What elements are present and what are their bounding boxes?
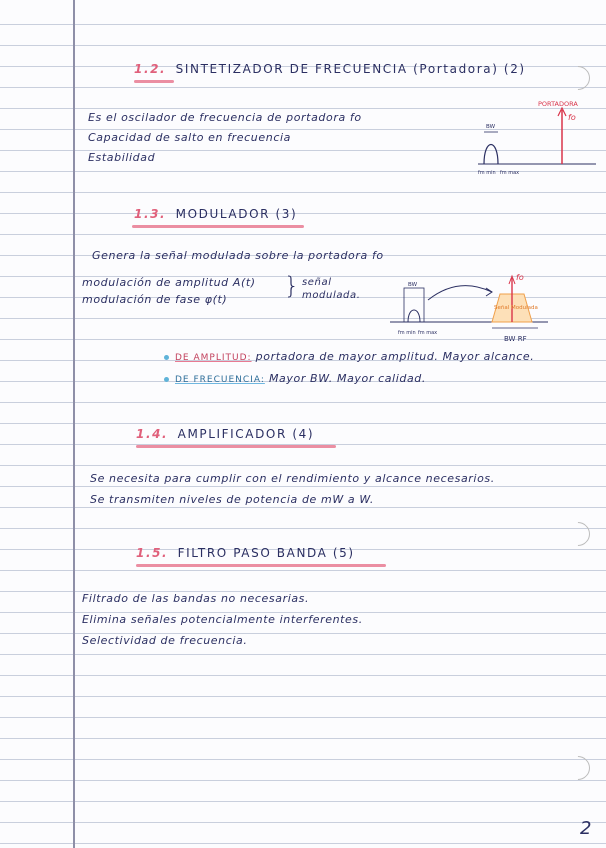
carrier-spectrum-diagram (470, 96, 600, 178)
section-title: SINTETIZADOR DE FRECUENCIA (Portadora) (2) (175, 62, 526, 76)
fo-label: fo (516, 273, 524, 282)
section-number: 1.2. (134, 62, 167, 76)
section-number: 1.5. (136, 546, 169, 560)
binder-hole (561, 751, 595, 785)
section-heading-1-3 (134, 207, 297, 221)
carrier-label: PORTADORA (538, 100, 578, 108)
heading-underline (132, 225, 304, 228)
heading-underline (136, 564, 386, 567)
text-line: Filtrado de las bandas no necesarias. (82, 592, 310, 605)
section-title: FILTRO PASO BANDA (5) (177, 546, 355, 560)
text-line: Elimina señales potencialmente interferentes. (82, 613, 363, 626)
section-number: 1.4. (136, 427, 169, 441)
brace-label: señal modulada. (302, 277, 361, 301)
fmin-label: fm min (478, 170, 496, 176)
bullet-icon (164, 377, 169, 382)
curly-brace: } (284, 272, 300, 300)
text-line: Selectividad de frecuencia. (82, 634, 248, 647)
fmax-label: fm max (418, 330, 438, 336)
text-line: Es el oscilador de frecuencia de portadora fo (88, 111, 362, 124)
page-number: 2 (580, 818, 592, 839)
modulated-signal-label: Señal Modulada (494, 305, 538, 311)
section-title: AMPLIFICADOR (4) (177, 427, 315, 441)
fo-label: fo (568, 113, 576, 122)
binder-hole (561, 517, 595, 551)
text-line: Capacidad de salto en frecuencia (88, 131, 291, 144)
section-title: MODULADOR (3) (175, 207, 298, 221)
bw-label: BW (486, 124, 496, 130)
text-line: modulación de fase φ(t) (82, 293, 228, 306)
bullet-frequency (164, 372, 426, 385)
section-heading-1-4 (136, 427, 314, 441)
text-line: Genera la señal modulada sobre la portadora fo (92, 249, 384, 262)
bullet-icon (164, 355, 169, 360)
text-line: Se transmiten niveles de potencia de mW a W. (90, 493, 375, 506)
bullet-text: portadora de mayor amplitud. Mayor alcance. (255, 350, 535, 363)
heading-underline (136, 445, 336, 448)
bw-rf-label: BW RF (504, 335, 527, 343)
bullet-amplitude (164, 350, 534, 363)
bullet-key: DE FRECUENCIA: (175, 375, 265, 385)
heading-underline (134, 80, 174, 83)
binder-hole (561, 61, 595, 95)
bw-label: BW (408, 282, 418, 288)
text-line: Se necesita para cumplir con el rendimiento y alcance necesarios. (90, 472, 495, 485)
section-number: 1.3. (134, 207, 167, 221)
margin-line (73, 0, 75, 848)
fmin-label: fm min (398, 330, 416, 336)
bullet-text: Mayor BW. Mayor calidad. (268, 372, 426, 385)
section-heading-1-2 (134, 62, 526, 76)
bullet-key: DE AMPLITUD: (175, 353, 252, 363)
fmax-label: fm max (500, 170, 520, 176)
section-heading-1-5 (136, 546, 355, 560)
modulation-spectrum-diagram (388, 266, 550, 346)
text-line: modulación de amplitud A(t) (82, 276, 256, 289)
text-line: Estabilidad (88, 151, 156, 164)
